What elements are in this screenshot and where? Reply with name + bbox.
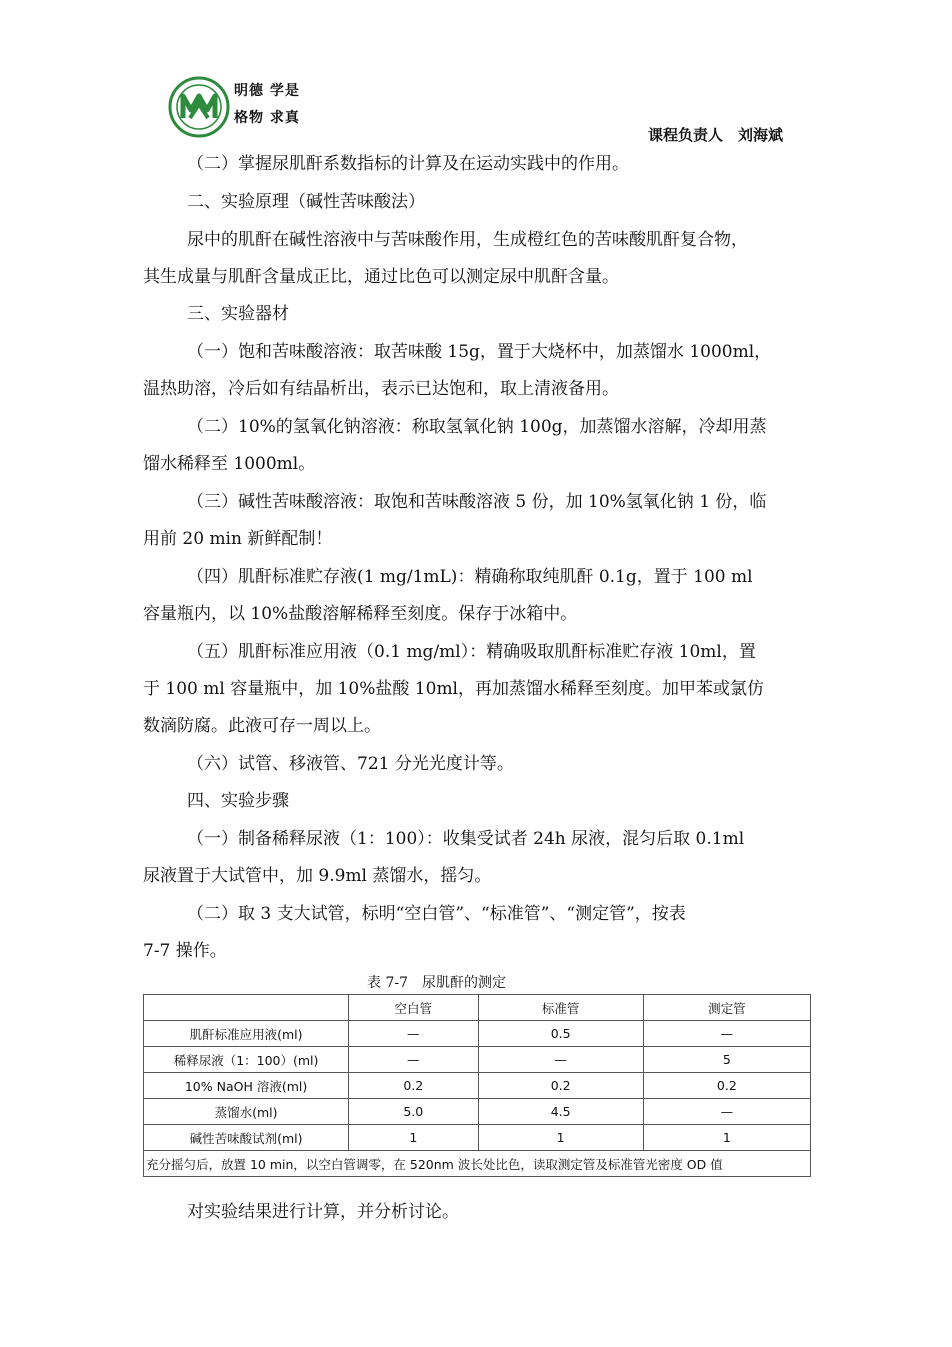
motto-line-1: 明德 学是 <box>234 83 300 99</box>
paragraph: （一）制备稀释尿液（1：100）：收集受试者 24h 尿液，混匀后取 0.1ml <box>187 829 745 849</box>
table-cell: 肌酐标准应用液(ml) <box>144 1021 349 1047</box>
table-cell: 5.0 <box>349 1099 478 1125</box>
table-cell: 0.5 <box>478 1021 643 1047</box>
paragraph: 尿中的肌酐在碱性溶液中与苦味酸作用，生成橙红色的苦味酸肌酐复合物， <box>187 230 748 250</box>
paragraph: 其生成量与肌酐含量成正比，通过比色可以测定尿中肌酐含量。 <box>143 267 619 287</box>
closing-paragraph: 对实验结果进行计算，并分析讨论。 <box>187 1202 459 1222</box>
paragraph: （五）肌酐标准应用液（0.1 mg/ml）：精确吸取肌酐标准贮存液 10ml，置 <box>187 642 756 662</box>
table-header-row <box>144 995 811 1021</box>
table-cell: — <box>349 1021 478 1047</box>
table-caption: 表 7-7 尿肌酐的测定 <box>367 975 506 991</box>
table-cell: 0.2 <box>349 1073 478 1099</box>
table-cell: 0.2 <box>643 1073 810 1099</box>
paragraph: （六）试管、移液管、721 分光光度计等。 <box>187 754 514 774</box>
paragraph: 7-7 操作。 <box>143 941 227 961</box>
table-cell: 4.5 <box>478 1099 643 1125</box>
table-header-cell: 标准管 <box>478 995 643 1021</box>
table-cell: 10% NaOH 溶液(ml) <box>144 1073 349 1099</box>
paragraph: 用前 20 min 新鲜配制！ <box>143 529 333 549</box>
paragraph: 温热助溶，冷后如有结晶析出，表示已达饱和，取上清液备用。 <box>143 379 619 399</box>
table-cell: 1 <box>478 1125 643 1151</box>
table-cell: 1 <box>349 1125 478 1151</box>
table-cell: — <box>643 1099 810 1125</box>
table-cell: 碱性苦味酸试剂(ml) <box>144 1125 349 1151</box>
table-row <box>144 1125 811 1151</box>
section-heading: 三、实验器材 <box>187 304 289 324</box>
table-row <box>144 1021 811 1047</box>
table-note: 充分摇匀后，放置 10 min，以空白管调零，在 520nm 波长处比色，读取测定管及标准管光密度 OD 值 <box>144 1151 811 1177</box>
paragraph: 于 100 ml 容量瓶中，加 10%盐酸 10ml，再加蒸馏水稀释至刻度。加甲苯或氯仿 <box>143 679 764 699</box>
table-header-cell: 测定管 <box>643 995 810 1021</box>
table-cell: — <box>643 1021 810 1047</box>
paragraph: （一）饱和苦味酸溶液：取苦味酸 15g，置于大烧杯中，加蒸馏水 1000ml， <box>187 342 772 362</box>
section-heading: 四、实验步骤 <box>187 791 289 811</box>
paragraph: （三）碱性苦味酸溶液：取饱和苦味酸溶液 5 份，加 10%氢氧化钠 1 份，临 <box>187 492 767 512</box>
paragraph: （二）掌握尿肌酐系数指标的计算及在运动实践中的作用。 <box>187 154 629 174</box>
table-cell: 0.2 <box>478 1073 643 1099</box>
table-cell: 1 <box>643 1125 810 1151</box>
paragraph: 尿液置于大试管中，加 9.9ml 蒸馏水，摇匀。 <box>143 866 492 886</box>
table-header-cell: 空白管 <box>349 995 478 1021</box>
table-row <box>144 1073 811 1099</box>
course-responsible: 课程负责人 刘海斌 <box>648 126 784 144</box>
creatinine-table <box>143 994 811 1177</box>
table-row <box>144 1047 811 1073</box>
table-row <box>144 1099 811 1125</box>
table-cell: — <box>349 1047 478 1073</box>
section-heading: 二、实验原理（碱性苦味酸法） <box>187 192 425 212</box>
university-logo-icon <box>168 76 230 138</box>
table-cell: 稀释尿液（1：100）(ml) <box>144 1047 349 1073</box>
table-cell: 蒸馏水(ml) <box>144 1099 349 1125</box>
paragraph: （二）10%的氢氧化钠溶液：称取氢氧化钠 100g，加蒸馏水溶解，冷却用蒸 <box>187 417 767 437</box>
paragraph: 馏水稀释至 1000ml。 <box>143 454 316 474</box>
table-note-row <box>144 1151 811 1177</box>
paragraph: 容量瓶内，以 10%盐酸溶解稀释至刻度。保存于冰箱中。 <box>143 604 578 624</box>
paragraph: 数滴防腐。此液可存一周以上。 <box>143 716 381 736</box>
table-cell: — <box>478 1047 643 1073</box>
table-header-cell <box>144 995 349 1021</box>
paragraph: （四）肌酐标准贮存液(1 mg/1mL)：精确称取纯肌酐 0.1g，置于 100 ml <box>187 567 753 587</box>
motto-line-2: 格物 求真 <box>234 110 300 126</box>
paragraph: （二）取 3 支大试管，标明“空白管”、“标准管”、“测定管”，按表 <box>187 904 686 924</box>
table-cell: 5 <box>643 1047 810 1073</box>
